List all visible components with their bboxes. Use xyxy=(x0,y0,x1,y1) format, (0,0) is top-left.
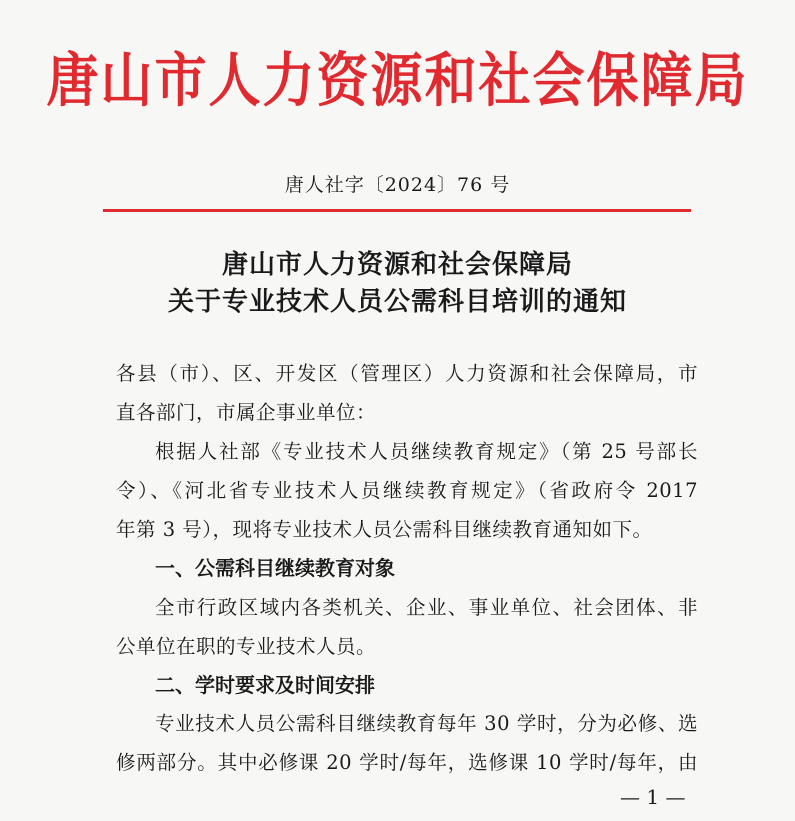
paragraph-2-line-2: 公单位在职的专业技术人员。 xyxy=(116,635,377,658)
addressee-line-1: 各县（市）、区、开发区（管理区）人力资源和社会保障局，市 xyxy=(116,362,698,385)
section-heading-2: 二、学时要求及时间安排 xyxy=(155,673,375,697)
page-number: — 1 — xyxy=(620,785,686,809)
addressee-line-2: 直各部门，市属企事业单位： xyxy=(116,401,377,424)
paragraph-3-line-2: 修两部分。其中必修课 20 学时/每年，选修课 10 学时/每年，由 xyxy=(116,751,698,774)
paragraph-2-line-1: 全市行政区域内各类机关、企业、事业单位、社会团体、非 xyxy=(155,596,698,619)
red-divider xyxy=(103,209,691,212)
section-heading-1: 一、公需科目继续教育对象 xyxy=(155,556,395,580)
title-line-1: 唐山市人力资源和社会保障局 xyxy=(221,250,573,280)
title-line-2: 关于专业技术人员公需科目培训的通知 xyxy=(167,287,627,317)
document-number: 唐人社字〔2024〕76 号 xyxy=(284,174,511,196)
paragraph-1-line-3: 年第 3 号），现将专业技术人员公需科目继续教育通知如下。 xyxy=(116,518,653,541)
paragraph-1-line-1: 根据人社部《专业技术人员继续教育规定》（第 25 号部长 xyxy=(155,440,698,463)
letterhead: 唐山市人力资源和社会保障局 xyxy=(46,46,749,116)
paragraph-3-line-1: 专业技术人员公需科目继续教育每年 30 学时，分为必修、选 xyxy=(155,712,698,735)
paragraph-1-line-2: 令）、《河北省专业技术人员继续教育规定》（省政府令 2017 xyxy=(116,479,698,502)
